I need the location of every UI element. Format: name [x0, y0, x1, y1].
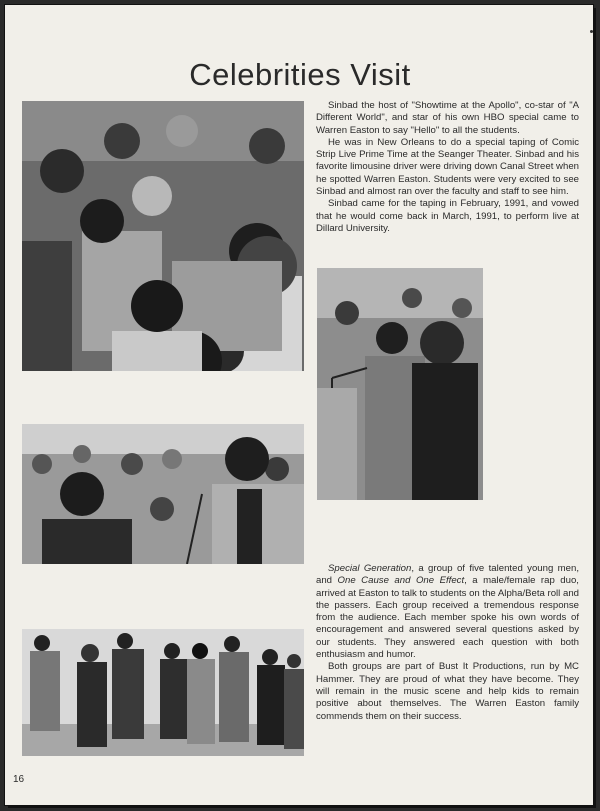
story-sinbad [316, 100, 579, 235]
story-rap-groups-paragraph-1 [316, 563, 579, 661]
photo-singer-microphone [22, 424, 304, 564]
photo-sinbad-crowd [22, 101, 304, 371]
story-rap-groups-paragraph-2: Both groups are part of Bust It Productions, run by MC Hammer. They are proud of what they have become. They will remain in the music scene and help kids to remain positive about themselves. The Warren Easton family commends them on their success. [316, 661, 579, 722]
corner-mark [590, 30, 593, 33]
photo-group-lineup-image [22, 629, 304, 756]
photo-rap-duo [317, 268, 483, 500]
story-sinbad-paragraph-2: He was in New Orleans to do a special taping of Comic Strip Live Prime Time at the Seanger Theater. Sinbad and his favorite limousine driver were driving down Canal Street when he spotted Warren Easton. Students were very excited to see Sinbad and almost ran over the faculty and staff to see him. [316, 136, 579, 198]
photo-rap-duo-image [317, 268, 483, 500]
story-text-segment-b: , a male/female rap duo, arrived at Easton to talk to students on the Alpha/Beta roll and the passers. Each group received a tremendous response from the audience. Each member spoke his own words of encouragement and answered several questions asked by our students. They answered each question with both enthusiasm and humor. [316, 575, 579, 661]
story-rap-groups [316, 563, 579, 723]
photo-sinbad-crowd-image [22, 101, 304, 371]
page-title: Celebrities Visit [189, 56, 411, 92]
group-name-special-generation: Special Generation [328, 563, 412, 574]
group-name-one-cause-one-effect: One Cause and One Effect [337, 575, 465, 587]
photo-group-lineup [22, 629, 304, 756]
story-text-segment-a: , a group of five talented young men, and [316, 563, 579, 587]
story-sinbad-paragraph-3: Sinbad came for the taping in February, 1991, and vowed that he would come back in March, 1991, to perform live at Dillard University. [316, 198, 579, 234]
page-number: 16 [13, 774, 25, 785]
story-sinbad-paragraph-1: Sinbad the host of "Showtime at the Apollo", co-star of "A Different World", and star of his own HBO special came to Warren Easton to say "Hello" to all the students. [316, 100, 579, 136]
photo-singer-microphone-image [22, 424, 304, 564]
